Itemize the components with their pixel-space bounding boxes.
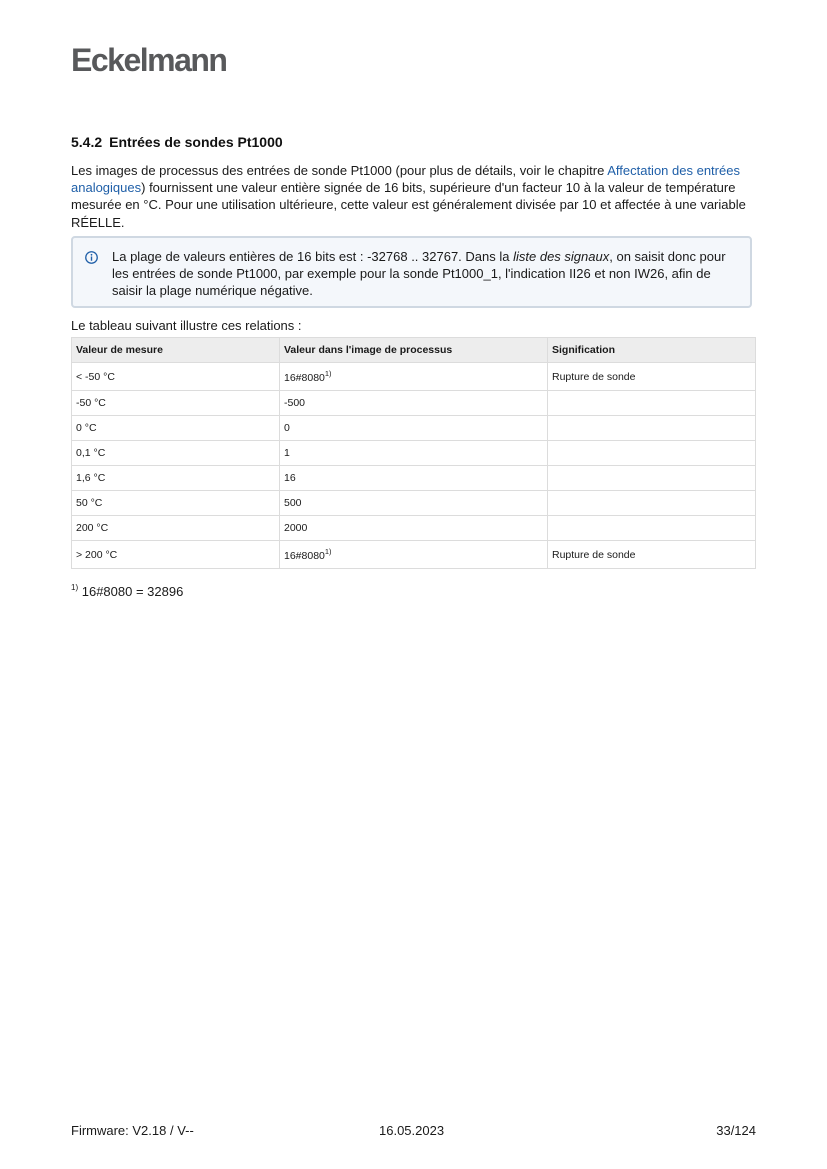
table-row bbox=[72, 363, 756, 391]
cell-process-value: -500 bbox=[280, 391, 548, 416]
cell-meaning bbox=[548, 516, 756, 541]
cell-process-value: 1 bbox=[280, 441, 548, 466]
info-icon bbox=[85, 251, 98, 264]
signal-list-term: liste des signaux bbox=[513, 249, 610, 264]
cell-meaning: Rupture de sonde bbox=[548, 541, 756, 569]
header-meaning: Signification bbox=[548, 338, 756, 363]
footnote bbox=[71, 583, 183, 599]
footnote-ref: 1) bbox=[324, 547, 332, 556]
relations-table bbox=[71, 337, 756, 569]
cell-measure: 50 °C bbox=[72, 491, 280, 516]
table-row bbox=[72, 416, 756, 441]
cell-process-value: 500 bbox=[280, 491, 548, 516]
cell-meaning bbox=[548, 466, 756, 491]
table-intro: Le tableau suivant illustre ces relations : bbox=[71, 318, 302, 333]
para-text-end: ) fournissent une valeur entière signée de 16 bits, supérieure d'un facteur 10 à la valeur de température mesurée en °C. Pour une utilisation ultérieure, cette valeur est généralement divisée par 10 et affectée à une variable RÉELLE. bbox=[71, 180, 746, 230]
header-process-value: Valeur dans l'image de processus bbox=[280, 338, 548, 363]
note-text bbox=[112, 248, 742, 300]
cell-measure: < -50 °C bbox=[72, 363, 280, 391]
header-measure: Valeur de mesure bbox=[72, 338, 280, 363]
cell-measure: > 200 °C bbox=[72, 541, 280, 569]
info-note bbox=[71, 236, 752, 308]
cell-measure: -50 °C bbox=[72, 391, 280, 416]
table-row bbox=[72, 391, 756, 416]
footnote-marker: 1) bbox=[71, 583, 79, 592]
table-row bbox=[72, 466, 756, 491]
cell-meaning bbox=[548, 416, 756, 441]
cell-measure: 0 °C bbox=[72, 416, 280, 441]
cell-measure: 0,1 °C bbox=[72, 441, 280, 466]
cell-process-value: 0 bbox=[280, 416, 548, 441]
cell-process-value: 16#8080$^{1)}$ bbox=[280, 541, 548, 569]
intro-paragraph bbox=[71, 162, 761, 231]
cell-process-value: 16 bbox=[280, 466, 548, 491]
cell-meaning: Rupture de sonde bbox=[548, 363, 756, 391]
cell-process-value: 2000 bbox=[280, 516, 548, 541]
cell-measure: 200 °C bbox=[72, 516, 280, 541]
footnote-ref: 1) bbox=[324, 369, 332, 378]
cell-meaning bbox=[548, 391, 756, 416]
footer-firmware: Firmware: V2.18 / V-- bbox=[71, 1123, 194, 1138]
note-text-end: , on saisit donc pour les entrées de sonde Pt1000, par exemple pour la sonde Pt1000_1, l'indication II26 et non IW26, afin de saisir la plage numérique négative. bbox=[112, 249, 726, 299]
footnote-text: 16#8080 = 32896 bbox=[78, 584, 184, 599]
table-row bbox=[72, 541, 756, 569]
para-text-start: Les images de processus des entrées de sonde Pt1000 (pour plus de détails, voir le chapitre bbox=[71, 163, 608, 178]
section-heading bbox=[71, 134, 283, 150]
footer-date: 16.05.2023 bbox=[379, 1123, 445, 1138]
note-text-start: La plage de valeurs entières de 16 bits est : -32768 .. 32767. Dans la bbox=[112, 249, 514, 264]
company-logo: Eckelmann bbox=[71, 42, 227, 78]
cell-meaning bbox=[548, 491, 756, 516]
section-number: 5.4.2 bbox=[71, 134, 103, 150]
cell-meaning bbox=[548, 441, 756, 466]
table-row bbox=[72, 516, 756, 541]
table-row bbox=[72, 441, 756, 466]
analog-inputs-link[interactable]: Affectation des entrées analogiques bbox=[71, 163, 740, 196]
section-title: Entrées de sondes Pt1000 bbox=[109, 134, 283, 150]
cell-process-value: 16#8080$^{1)}$ bbox=[280, 363, 548, 391]
cell-measure: 1,6 °C bbox=[72, 466, 280, 491]
footer-page-number: 33/124 bbox=[716, 1123, 756, 1138]
table-header-row bbox=[72, 338, 756, 363]
table-row bbox=[72, 491, 756, 516]
